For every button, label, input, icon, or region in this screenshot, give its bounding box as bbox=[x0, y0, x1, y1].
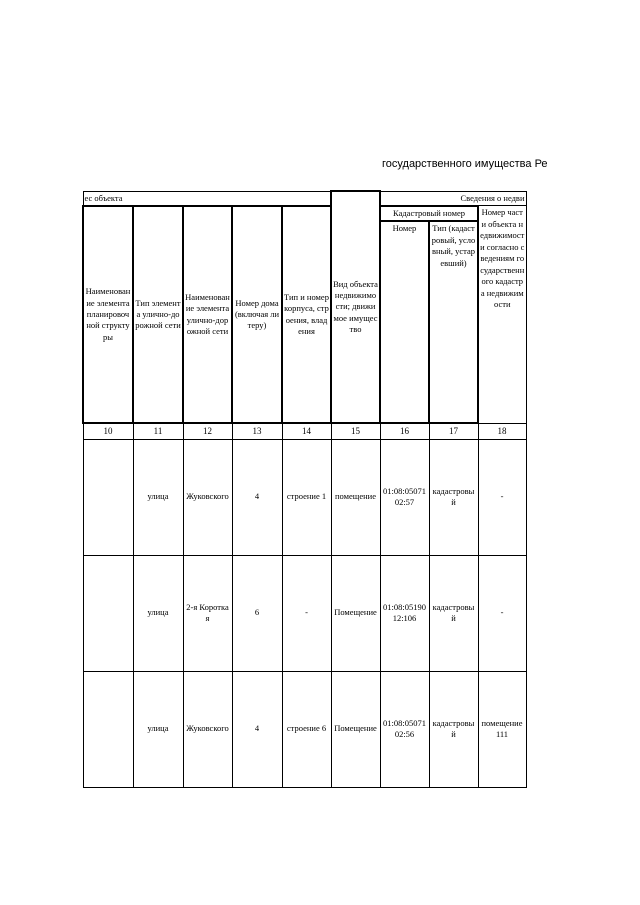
column-number: 15 bbox=[331, 423, 380, 439]
cell-object-part: - bbox=[478, 439, 526, 555]
cell-house-number: 6 bbox=[232, 555, 282, 671]
column-number: 18 bbox=[478, 423, 526, 439]
cell-street-name: Жуковского bbox=[183, 439, 232, 555]
cell-cadastral-type: кадастровый bbox=[429, 439, 478, 555]
cell-street-name: 2-я Короткая bbox=[183, 555, 232, 671]
col18-object-part-header: Номер части объекта недвижимости согласно сведениям государственного кадастра недвижимости bbox=[478, 206, 526, 423]
cell-street-type: улица bbox=[133, 439, 183, 555]
cell-building: строение 1 bbox=[282, 439, 331, 555]
cell-house-number: 4 bbox=[232, 671, 282, 787]
cell-building: - bbox=[282, 555, 331, 671]
col12-street-name-header: Наименование элемента улично-дорожной сети bbox=[183, 206, 232, 423]
cell-cadastral-type: кадастровый bbox=[429, 555, 478, 671]
property-info-group-header: Сведения о недви bbox=[380, 191, 526, 206]
cell-street-type: улица bbox=[133, 555, 183, 671]
cell-cadastral-number: 01:08:0507102:57 bbox=[380, 439, 429, 555]
column-number: 10 bbox=[83, 423, 133, 439]
column-number: 11 bbox=[133, 423, 183, 439]
column-number: 12 bbox=[183, 423, 232, 439]
cell-object-type: Помещение bbox=[331, 555, 380, 671]
cell-planning-structure bbox=[83, 439, 133, 555]
col13-house-number-header: Номер дома (включая литеру) bbox=[232, 206, 282, 423]
column-number: 17 bbox=[429, 423, 478, 439]
cell-planning-structure bbox=[83, 555, 133, 671]
col10-planning-structure-header: Наименование элемента планировочной структуры bbox=[83, 206, 133, 423]
table-row bbox=[83, 555, 526, 671]
cell-street-type: улица bbox=[133, 671, 183, 787]
col17-cadastral-type-header: Тип (кадастровый, условный, устаревший) bbox=[429, 221, 478, 423]
col15-object-type-header: Вид объекта недвижимости; движимое имущество bbox=[331, 191, 380, 423]
cell-cadastral-number: 01:08:0519012:106 bbox=[380, 555, 429, 671]
address-group-header: ес объекта bbox=[83, 191, 331, 206]
cell-object-part: помещение 111 bbox=[478, 671, 526, 787]
cell-object-type: помещение bbox=[331, 439, 380, 555]
cell-object-part: - bbox=[478, 555, 526, 671]
cell-planning-structure bbox=[83, 671, 133, 787]
cell-street-name: Жуковского bbox=[183, 671, 232, 787]
cell-object-type: Помещение bbox=[331, 671, 380, 787]
cell-house-number: 4 bbox=[232, 439, 282, 555]
column-number: 14 bbox=[282, 423, 331, 439]
document-header-text: государственного имущества Ре bbox=[382, 158, 548, 170]
col16-number-header: Номер bbox=[380, 221, 429, 423]
table-row bbox=[83, 439, 526, 555]
column-number: 13 bbox=[232, 423, 282, 439]
property-register-table bbox=[82, 190, 527, 788]
table-row bbox=[83, 671, 526, 787]
cell-cadastral-type: кадастровый bbox=[429, 671, 478, 787]
col11-street-type-header: Тип элемента улично-дорожной сети bbox=[133, 206, 183, 423]
cadastral-number-group-header: Кадастровый номер bbox=[380, 206, 478, 221]
cell-building: строение 6 bbox=[282, 671, 331, 787]
col14-building-header: Тип и номер корпуса, строения, владения bbox=[282, 206, 331, 423]
column-number: 16 bbox=[380, 423, 429, 439]
cell-cadastral-number: 01:08:0507102:56 bbox=[380, 671, 429, 787]
